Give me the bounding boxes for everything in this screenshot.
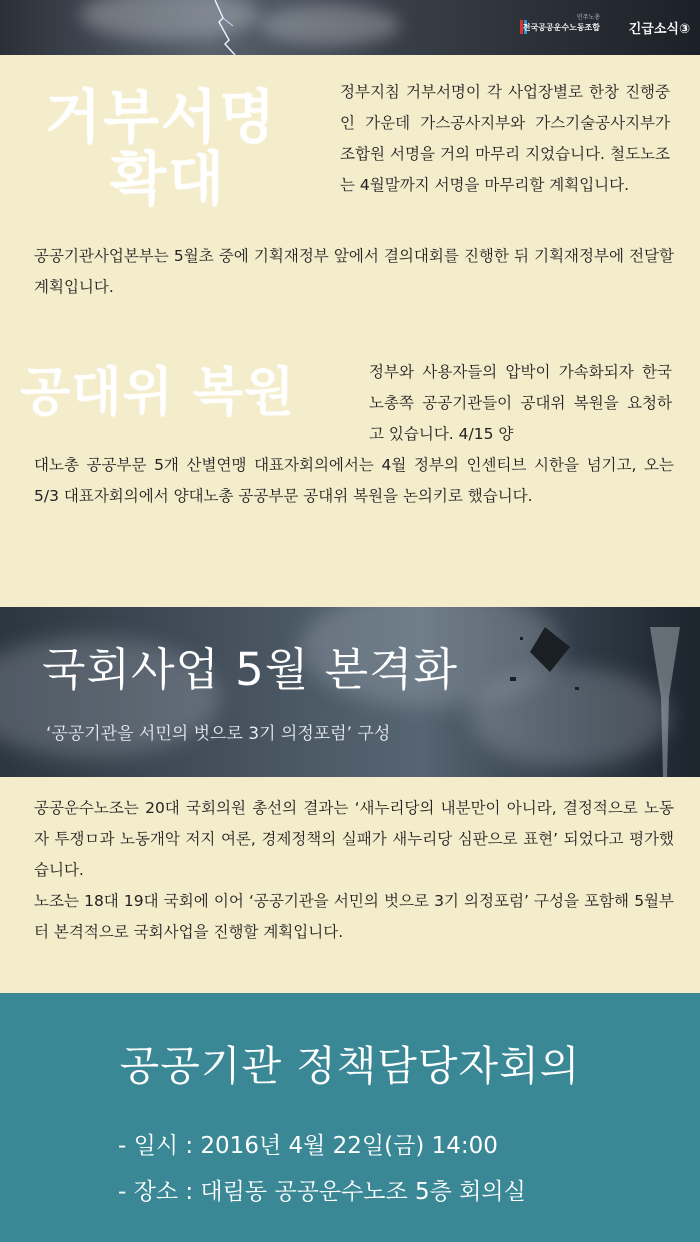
lightning-icon: [205, 0, 265, 55]
section-committee: [0, 317, 700, 607]
header-banner: [0, 0, 700, 55]
news-tag: 긴급소식③: [628, 22, 690, 37]
section-paragraph: 공공기관사업본부는 5월초 중에 기획재정부 앞에서 결의대회를 진행한 뒤 기획재정부에 전달할 계획입니다.: [34, 247, 674, 296]
section-paragraph: 공공운수노조는 20대 국회의원 총선의 결과는 ‘새누리당의 내분만이 아니라, 결정적으로 노동자 투쟁ㅁ과 노동개악 저지 여론, 경제정책의 실패가 새누리당 심판으로 표현’ 되었다고 평가했습니다.: [34, 799, 674, 879]
meeting-date: - 일시 : 2016년 4월 22일(금) 14:00: [118, 1133, 498, 1159]
section-heading-line2: 확대: [110, 145, 227, 213]
section-paragraph: 정부지침 거부서명이 각 사업장별로 한창 진행중인 가운데 가스공사지부와 가스기술공사지부가 조합원 서명을 거의 마무리 지었습니다. 철도노조는 4월말까지 서명을 마무리할 계획입니다.: [340, 83, 670, 194]
meeting-place: - 장소 : 대림동 공공운수노조 5층 회의실: [118, 1179, 526, 1205]
section-banner-assembly: [0, 607, 700, 777]
meeting-title: 공공기관 정책담당자회의: [119, 1042, 581, 1090]
section-paragraph: 노조는 18대 19대 국회에 이어 ‘공공기관을 서민의 벗으로 3기 의정포럼’ 구성을 포함해 5월부터 본격적으로 국회사업을 진행할 계획입니다.: [34, 892, 674, 941]
section-heading-line1: 거부서명: [45, 83, 278, 151]
section-paragraph-block: [34, 793, 674, 948]
org-name-label: 전국공공운수노동조합: [522, 23, 600, 32]
section-assembly-detail: [0, 777, 700, 993]
flying-debris-icon: [500, 617, 590, 707]
union-name-block: [523, 14, 600, 33]
section-petition: [0, 55, 700, 317]
section-heading: 국회사업 5월 본격화: [42, 643, 458, 696]
tornado-icon: [645, 627, 685, 777]
storm-cloud: [260, 5, 400, 45]
section-paragraph: 정부와 사용자들의 압박이 가속화되자 한국노총쪽 공공기관들이 공대위 복원을 요청하고 있습니다. 4/15 양: [369, 363, 672, 443]
section-paragraph: 대노총 공공부문 5개 산별연맹 대표자회의에서는 4월 정부의 인센티브 시한을 넘기고, 오는 5/3 대표자회의에서 양대노총 공공부문 공대위 복원을 논의키로 했습니다.: [34, 456, 674, 505]
section-heading: 공대위 복원: [20, 363, 296, 423]
org-small-label: 민주노총: [576, 14, 600, 21]
section-subheading: ‘공공기관을 서민의 벗으로 3기 의정포럼’ 구성: [46, 724, 391, 744]
section-meeting: [0, 993, 700, 1242]
